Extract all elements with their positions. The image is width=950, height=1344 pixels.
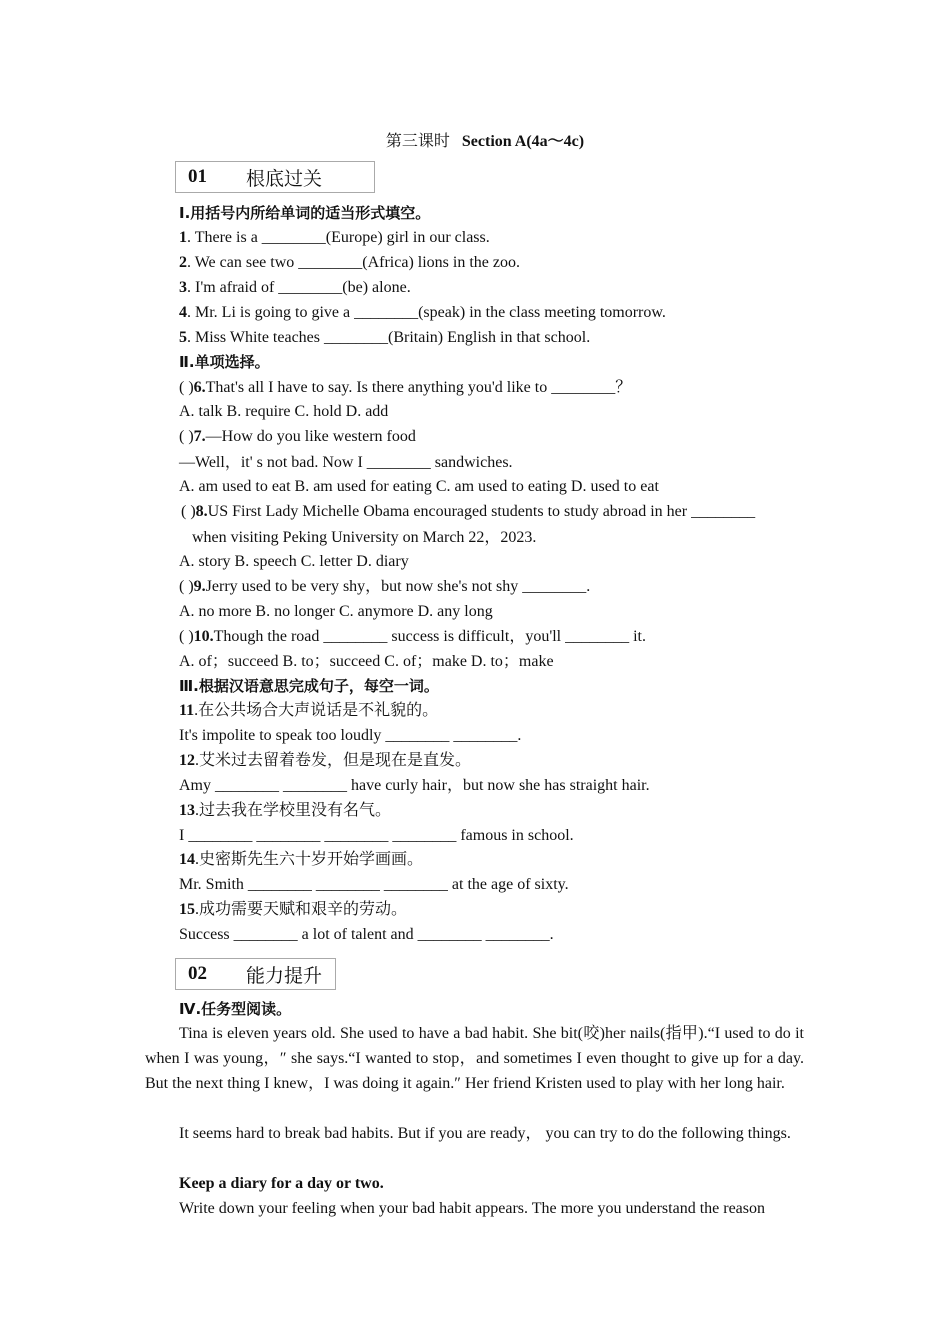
part3-heading: Ⅲ.根据汉语意思完成句子，每空一词。 bbox=[179, 677, 439, 695]
question-7-options: A. am used to eat B. am used for eating C. am used to eating D. used to eat bbox=[179, 478, 659, 495]
section-01-box bbox=[175, 161, 375, 193]
section-label: 能力提升 bbox=[246, 965, 323, 987]
question-6-options: A. talk B. require C. hold D. add bbox=[179, 403, 389, 420]
question-14-en: Mr. Smith ________ ________ ________ at the age of sixty. bbox=[179, 876, 569, 893]
question-7: ( )7.—How do you like western food bbox=[179, 428, 416, 445]
question-7-line2: —Well，it' s not bad. Now I ________ sandwiches. bbox=[179, 454, 513, 471]
section-number: 02 bbox=[188, 963, 207, 984]
part1-heading: Ⅰ.用括号内所给单词的适当形式填空。 bbox=[179, 204, 431, 222]
section-title: Section A(4a～4c) bbox=[461, 133, 585, 150]
question-5: 5. Miss White teaches ________(Britain) English in that school. bbox=[179, 329, 591, 346]
question-12-en: Amy ________ ________ have curly hair，but now she has straight hair. bbox=[179, 777, 650, 794]
question-2: 2. We can see two ________(Africa) lions in the zoo. bbox=[179, 254, 520, 271]
question-1: 1. There is a ________(Europe) girl in our class. bbox=[179, 229, 490, 246]
question-9: ( )9.Jerry used to be very shy，but now she's not shy ________. bbox=[179, 578, 591, 595]
lesson-label: 第三课时 bbox=[385, 133, 450, 150]
reading-paragraph-2: It seems hard to break bad habits. But if you are ready， you can try to do the following things. bbox=[179, 1125, 791, 1142]
question-10-options: A. of；succeed B. to；succeed C. of；make D. to；make bbox=[179, 653, 554, 670]
part2-heading: Ⅱ.单项选择。 bbox=[179, 353, 270, 371]
question-12-cn: 12.艾米过去留着卷发，但是现在是直发。 bbox=[179, 752, 472, 769]
question-10: ( )10.Though the road ________ success is difficult，you'll ________ it. bbox=[179, 628, 646, 645]
section-number: 01 bbox=[188, 166, 207, 187]
reading-paragraph-3: Write down your feeling when your bad habit appears. The more you understand the reason bbox=[179, 1200, 765, 1217]
question-15-cn: 15.成功需要天赋和艰辛的劳动。 bbox=[179, 901, 408, 918]
page-title bbox=[0, 128, 950, 151]
question-14-cn: 14.史密斯先生六十岁开始学画画。 bbox=[179, 851, 424, 868]
reading-paragraph-1: Tina is eleven years old. She used to have a bad habit. She bit(咬)her nails(指甲).“I used to do it when I was young，″ she says.“I wanted to stop，and sometimes I even thought to give up for a day. But the next thing I knew，I was doing it again.″ Her friend Kristen used to play with her long hair. bbox=[145, 1025, 804, 1092]
question-8: ( )8.US First Lady Michelle Obama encouraged students to study abroad in her ________ bbox=[181, 503, 756, 520]
question-8-line2: when visiting Peking University on March 22，2023. bbox=[192, 529, 537, 546]
question-6: ( )6.That's all I have to say. Is there anything you'd like to ________？ bbox=[179, 379, 632, 396]
question-13-en: I ________ ________ ________ ________ famous in school. bbox=[179, 827, 574, 844]
section-label: 根底过关 bbox=[246, 168, 323, 190]
question-8-options: A. story B. speech C. letter D. diary bbox=[179, 553, 409, 570]
question-11-en: It's impolite to speak too loudly ________ ________. bbox=[179, 727, 522, 744]
question-13-cn: 13.过去我在学校里没有名气。 bbox=[179, 802, 392, 819]
question-9-options: A. no more B. no longer C. anymore D. any long bbox=[179, 603, 493, 620]
question-15-en: Success ________ a lot of talent and ________ ________. bbox=[179, 926, 554, 943]
part4-heading: Ⅳ.任务型阅读。 bbox=[179, 1000, 292, 1018]
reading-subheading: Keep a diary for a day or two. bbox=[179, 1175, 384, 1192]
section-02-box bbox=[175, 958, 336, 990]
question-4: 4. Mr. Li is going to give a ________(speak) in the class meeting tomorrow. bbox=[179, 304, 666, 321]
question-3: 3. I'm afraid of ________(be) alone. bbox=[179, 279, 411, 296]
question-11-cn: 11.在公共场合大声说话是不礼貌的。 bbox=[179, 702, 439, 719]
